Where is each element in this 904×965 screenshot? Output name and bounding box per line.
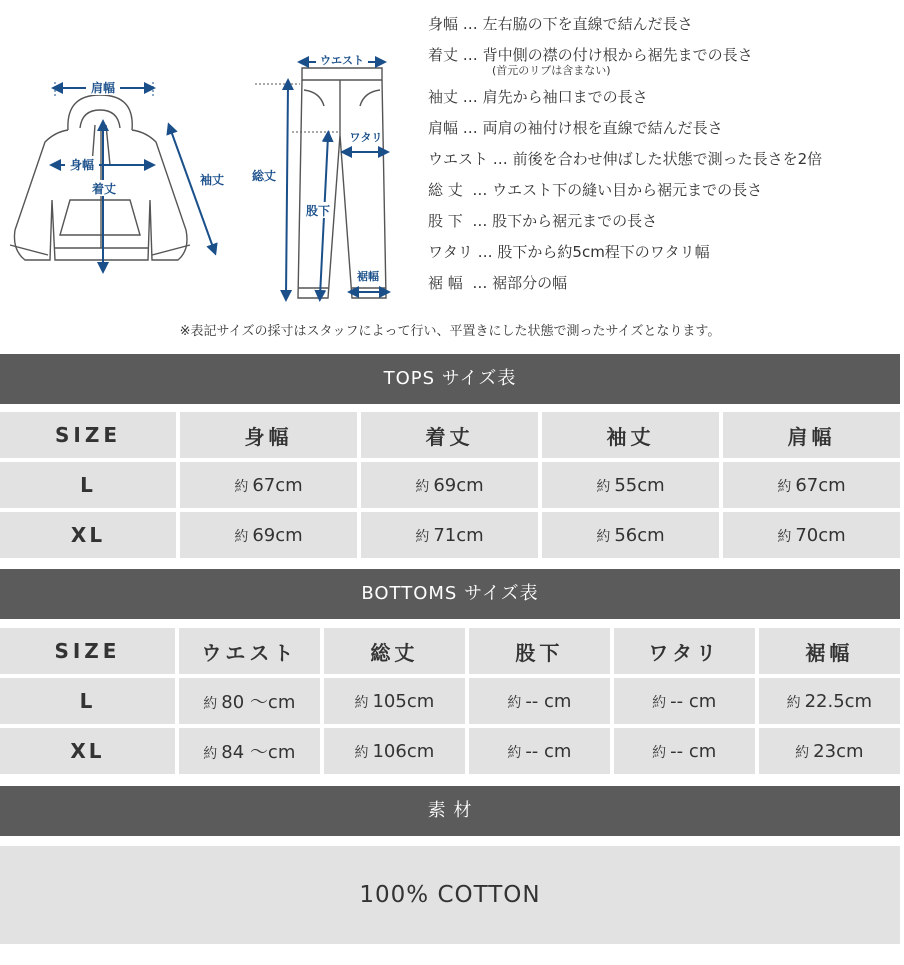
value-cell	[614, 728, 755, 774]
table-row	[0, 728, 900, 774]
definition-desc: 前後を合わせ伸ばした状態で測った長さを2倍	[512, 150, 823, 168]
material-value: 100% COTTON	[0, 846, 900, 944]
value-cell	[542, 512, 719, 558]
value-cell	[324, 678, 465, 724]
definition-separator: …	[458, 15, 483, 33]
value-cell	[542, 462, 719, 508]
measurement-value: -- cm	[670, 740, 717, 762]
hoodie-label-length: 着丈	[91, 182, 117, 196]
hoodie-label-shoulder: 肩幅	[90, 81, 116, 95]
size-cell: XL	[0, 728, 175, 774]
definition-term: ワタリ	[428, 243, 473, 261]
size-cell: L	[0, 678, 175, 724]
table-header-row	[0, 628, 900, 674]
measurement-value: 22.5cm	[804, 690, 873, 712]
approx-prefix: 約	[652, 744, 667, 761]
bottoms-size-table	[0, 624, 904, 778]
definition-term: 身幅	[428, 15, 459, 33]
value-cell	[759, 728, 900, 774]
definition-desc: ウエスト下の縫い目から裾元までの長さ	[492, 181, 763, 199]
measurement-value: 70cm	[795, 524, 846, 546]
definition-row	[428, 273, 898, 293]
value-cell	[179, 728, 320, 774]
measurement-value: 80 〜cm	[221, 692, 296, 713]
definition-separator: …	[462, 274, 493, 292]
measurement-value: -- cm	[670, 690, 717, 712]
value-cell	[723, 512, 900, 558]
value-cell	[361, 512, 538, 558]
value-cell	[361, 462, 538, 508]
approx-prefix: 約	[507, 744, 522, 761]
measurement-value: 69cm	[252, 524, 303, 546]
measurement-value: 69cm	[433, 474, 484, 496]
definition-separator: …	[458, 119, 483, 137]
value-cell	[469, 728, 610, 774]
definition-separator: …	[458, 88, 483, 106]
table-header-row	[0, 412, 900, 458]
value-cell	[324, 728, 465, 774]
approx-prefix: 約	[354, 694, 369, 711]
definition-term: 裾 幅	[428, 274, 463, 292]
measurement-caption: ※表記サイズの採寸はスタッフによって行い、平置きにした状態で測ったサイズとなります。	[179, 324, 721, 339]
measurement-value: -- cm	[525, 690, 572, 712]
table-header-cell: 総丈	[324, 628, 465, 674]
value-cell	[614, 678, 755, 724]
definition-row	[428, 149, 898, 169]
pants-label-waist: ウエスト	[320, 54, 364, 67]
table-header-cell: ウエスト	[179, 628, 320, 674]
value-cell	[180, 462, 357, 508]
table-row	[0, 462, 900, 508]
hoodie-label-sleeve: 袖丈	[199, 173, 225, 187]
measurement-value: 55cm	[614, 474, 665, 496]
measurement-value: 23cm	[813, 740, 864, 762]
approx-prefix: 約	[507, 694, 522, 711]
measurement-value: 67cm	[795, 474, 846, 496]
definition-term: 股 下	[428, 212, 463, 230]
approx-prefix: 約	[203, 696, 218, 712]
definition-row	[428, 180, 898, 200]
definition-separator: …	[462, 181, 493, 199]
material-title: 素 材	[0, 786, 900, 836]
size-cell: XL	[0, 512, 176, 558]
measurement-value: 84 〜cm	[221, 742, 296, 763]
definition-row	[428, 211, 898, 231]
definition-term: ウエスト	[428, 150, 489, 168]
definition-separator: …	[488, 150, 513, 168]
hoodie-label-chest: 身幅	[69, 158, 95, 172]
definition-row	[428, 118, 898, 138]
approx-prefix: 約	[596, 528, 611, 545]
pants-label-total: 総丈	[251, 169, 277, 183]
approx-prefix: 約	[596, 478, 611, 495]
definition-separator: …	[472, 243, 498, 261]
measurement-value: 71cm	[433, 524, 484, 546]
measurement-value: 106cm	[372, 740, 435, 762]
definition-term: 袖丈	[428, 88, 459, 106]
approx-prefix: 約	[652, 694, 667, 711]
tops-size-table	[0, 408, 904, 562]
pants-label-hem: 裾幅	[357, 270, 379, 283]
value-cell	[469, 678, 610, 724]
table-header-cell: 股下	[469, 628, 610, 674]
definition-desc: 裾部分の幅	[492, 274, 568, 292]
table-header-cell: 袖丈	[542, 412, 719, 458]
value-cell	[180, 512, 357, 558]
tops-size-title: TOPS サイズ表	[0, 354, 900, 404]
approx-prefix: 約	[415, 478, 430, 495]
pants-label-inseam: 股下	[305, 204, 331, 218]
definition-list	[428, 14, 898, 304]
definition-term: 肩幅	[428, 119, 459, 137]
approx-prefix: 約	[234, 478, 249, 495]
approx-prefix: 約	[777, 478, 792, 495]
approx-prefix: 約	[203, 746, 218, 762]
definition-desc: 肩先から袖口までの長さ	[482, 88, 648, 106]
definition-desc: 両肩の袖付け根を直線で結んだ長さ	[482, 119, 723, 137]
table-header-cell: SIZE	[0, 412, 176, 458]
definition-row	[428, 45, 898, 65]
approx-prefix: 約	[354, 744, 369, 761]
measurement-value: 67cm	[252, 474, 303, 496]
definition-separator: …	[458, 46, 483, 64]
approx-prefix: 約	[795, 744, 810, 761]
definition-term: 総 丈	[428, 181, 463, 199]
definition-row	[428, 242, 898, 262]
table-header-cell: 身幅	[180, 412, 357, 458]
definition-desc: 股下から裾元までの長さ	[492, 212, 658, 230]
approx-prefix: 約	[415, 528, 430, 545]
definition-separator: …	[462, 212, 493, 230]
definition-row	[428, 87, 898, 107]
approx-prefix: 約	[234, 528, 249, 545]
measurement-guide	[0, 0, 900, 345]
approx-prefix: 約	[786, 694, 801, 711]
table-header-cell: 肩幅	[723, 412, 900, 458]
table-header-cell: 着丈	[361, 412, 538, 458]
pants-label-thigh: ワタリ	[349, 131, 383, 144]
measurement-value: 56cm	[614, 524, 665, 546]
value-cell	[179, 678, 320, 724]
hoodie-diagram	[0, 70, 225, 275]
value-cell	[759, 678, 900, 724]
table-header-cell: SIZE	[0, 628, 175, 674]
table-header-cell: 裾幅	[759, 628, 900, 674]
table-row	[0, 512, 900, 558]
definition-term: 着丈	[428, 46, 459, 64]
table-header-cell: ワタリ	[614, 628, 755, 674]
table-row	[0, 678, 900, 724]
definition-desc: 左右脇の下を直線で結んだ長さ	[482, 15, 693, 33]
pants-diagram	[240, 40, 420, 305]
measurement-value: -- cm	[525, 740, 572, 762]
bottoms-size-title: BOTTOMS サイズ表	[0, 569, 900, 619]
approx-prefix: 約	[777, 528, 792, 545]
definition-note: (首元のリブは含まない)	[492, 64, 611, 77]
measurement-value: 105cm	[372, 690, 435, 712]
size-cell: L	[0, 462, 176, 508]
definition-desc: 股下から約5cm程下のワタリ幅	[497, 243, 710, 261]
value-cell	[723, 462, 900, 508]
definition-row	[428, 14, 898, 34]
definition-desc: 背中側の襟の付け根から裾先までの長さ	[482, 46, 753, 64]
